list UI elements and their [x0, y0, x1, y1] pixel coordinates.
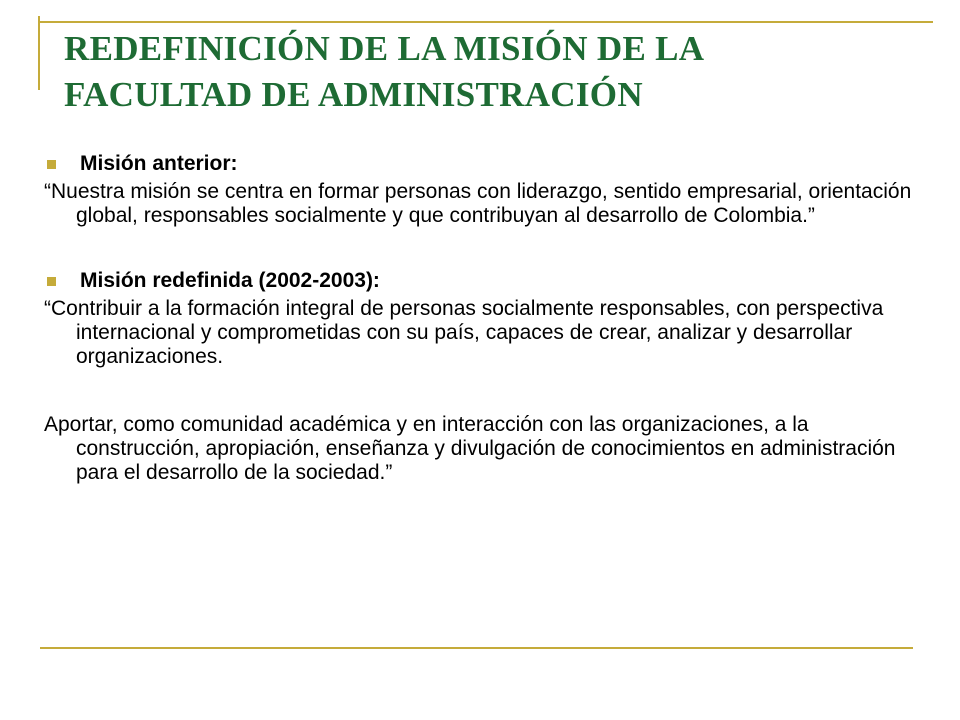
- redefined-mission-heading: Misión redefinida (2002-2003):: [80, 269, 380, 292]
- slide-title-line-2: FACULTAD DE ADMINISTRACIÓN: [64, 75, 643, 114]
- previous-mission-text: “Nuestra misión se centra en formar personas con liderazgo, sentido empresarial, orientación global, responsables socialmente y que contribuyan al desarrollo de Colombia.”: [44, 180, 912, 227]
- top-rule: [40, 21, 933, 23]
- bullet-redefined-mission: [44, 269, 924, 293]
- slide-title: [64, 26, 924, 118]
- slide-body: [44, 152, 924, 485]
- bullet-previous-mission: [44, 152, 924, 176]
- square-bullet-icon: [47, 277, 56, 286]
- slide-title-line-1: REDEFINICIÓN DE LA MISIÓN DE LA: [64, 29, 705, 68]
- redefined-mission-text-1: “Contribuir a la formación integral de personas socialmente responsables, con perspectiva internacional y comprometidas con su país, capaces de crear, analizar y desarrollar organizaciones.: [44, 297, 884, 368]
- square-bullet-icon: [47, 160, 56, 169]
- redefined-mission-text-2: Aportar, como comunidad académica y en interacción con las organizaciones, a la construcción, apropiación, enseñanza y divulgación de conocimientos en administración para el desarrollo de la sociedad.”: [44, 413, 896, 484]
- left-rule: [38, 16, 40, 90]
- previous-mission-heading: Misión anterior:: [80, 152, 238, 175]
- bottom-rule: [40, 647, 913, 649]
